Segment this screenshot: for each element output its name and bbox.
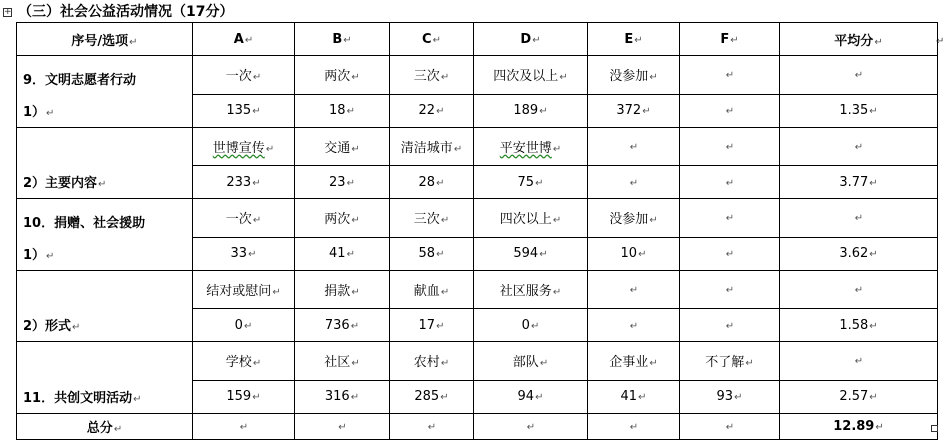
paragraph-mark-icon: ↵ [440,215,450,227]
row-label-bottom [17,309,193,342]
option-cell [295,199,390,238]
option-cell-text: 社区 [324,355,351,371]
paragraph-mark-icon: ↵ [649,215,658,227]
count-cell [680,380,780,413]
option-cell-text: 没参加 [609,212,649,228]
option-cell [295,127,390,166]
header-cell [295,23,390,56]
option-cell-text: 结对或慰问 [206,283,272,299]
count-cell-text: 233 [226,174,252,190]
option-cell [193,270,295,309]
count-cell [390,237,474,270]
count-cell-text: 0 [521,317,530,333]
count-cell-text: 3.62 [839,246,869,261]
paragraph-mark-icon: ↵ [854,70,864,82]
paragraph-mark-icon: ↵ [629,177,639,189]
paragraph-mark-icon: ↵ [725,284,735,296]
option-cell-text: 清洁城市 [400,140,453,156]
paragraph-mark-icon: ↵ [629,284,639,296]
count-cell-text: 316 [324,389,350,404]
row-label-top [17,270,193,309]
count-cell [680,237,780,270]
paragraph-mark-icon: ↵ [745,358,754,370]
option-cell [780,342,938,381]
paragraph-mark-icon: ↵ [634,34,643,46]
paragraph-mark-icon: ↵ [133,393,142,405]
paragraph-mark-icon: ↵ [725,320,735,332]
header-cell [193,23,295,56]
paragraph-mark-icon: ↵ [252,215,262,227]
paragraph-mark-icon: ↵ [629,320,639,332]
count-cell-text: 736 [324,317,350,333]
count-cell [193,309,295,342]
count-cell [390,166,474,199]
header-cell [474,23,588,56]
option-cell [390,199,474,238]
option-cell [680,127,780,166]
paragraph-mark-icon: ↵ [351,72,360,84]
option-cell-text: 不了解 [705,355,745,371]
table-resize-handle-icon[interactable] [931,425,938,432]
paragraph-mark-icon: ↵ [272,286,281,298]
option-cell [588,270,680,309]
total-label [17,413,193,439]
counts-row [17,309,938,342]
paragraph-mark-icon: ↵ [338,421,347,433]
paragraph-mark-icon: ↵ [351,358,360,370]
paragraph-mark-icon: ↵ [252,177,261,189]
option-cell [680,56,780,95]
paragraph-mark-icon: ↵ [629,421,639,433]
option-cell-text: 平安世博 [499,140,552,156]
paragraph-mark-icon: ↵ [869,392,878,403]
row-label-top [17,199,193,238]
paragraph-mark-icon: ↵ [346,177,355,189]
count-cell [588,94,680,127]
row-label-bottom [17,237,193,270]
option-cell-text: 两次 [324,212,351,228]
survey-table [16,22,938,440]
option-cell [474,342,588,381]
count-cell [390,380,474,413]
count-cell [295,166,390,199]
count-cell [780,166,938,199]
option-cell [680,199,780,238]
total-empty-cell [295,413,390,439]
count-cell [193,380,295,413]
option-cell [680,342,780,381]
header-cell [780,23,938,56]
header-row [17,23,938,56]
count-cell-text: 1.58 [839,317,869,333]
count-cell-text: 41 [329,246,346,261]
counts-row [17,237,938,270]
paragraph-mark-icon: ↵ [72,322,81,334]
option-cell [193,342,295,381]
option-cell [295,56,390,95]
paragraph-mark-icon: ↵ [351,143,360,155]
option-cell-text: 四次以上 [499,212,552,228]
header-cell-text: C [422,31,432,47]
row-label-bottom [17,166,193,199]
count-cell [474,380,588,413]
option-cell [588,199,680,238]
option-cell [193,199,295,238]
count-cell [390,94,474,127]
count-cell-text: 18 [329,103,346,118]
table-move-handle-icon[interactable]: + [4,7,12,17]
counts-row [17,380,938,413]
count-cell [588,380,680,413]
option-cell-text: 交通 [324,140,351,156]
paragraph-mark-icon: ↵ [854,141,864,153]
row-label-bottom [17,380,193,413]
paragraph-mark-icon: ↵ [936,36,945,47]
header-cell [390,23,474,56]
header-cell-text: B [332,31,343,47]
option-cell [780,56,938,95]
paragraph-mark-icon: ↵ [530,320,540,332]
paragraph-mark-icon: ↵ [453,143,463,155]
paragraph-mark-icon: ↵ [649,72,658,84]
paragraph-mark-icon: ↵ [243,320,253,332]
count-cell-text: 3.77 [839,174,869,190]
paragraph-mark-icon: ↵ [244,34,254,46]
options-row [17,56,938,95]
count-cell-text: 94 [517,389,535,404]
paragraph-mark-icon: ↵ [46,250,55,262]
paragraph-mark-icon: ↵ [649,358,658,370]
paragraph-mark-icon: ↵ [535,177,544,189]
paragraph-mark-icon: ↵ [346,106,355,117]
count-cell-text: 23 [329,174,346,190]
option-cell [780,270,938,309]
header-cell [680,23,780,56]
row-label-top [17,342,193,381]
count-cell [588,309,680,342]
row-label-top [17,127,193,166]
paragraph-mark-icon: ↵ [725,106,735,117]
counts-row [17,94,938,127]
count-cell [193,166,295,199]
option-cell-text: 一次 [225,212,252,228]
option-cell-text: 企事业 [609,355,649,371]
option-cell-text: 捐款 [324,283,351,299]
option-cell [588,342,680,381]
paragraph-mark-icon: ↵ [252,72,262,84]
paragraph-mark-icon: ↵ [730,34,739,46]
header-cell-text: E [624,31,634,47]
paragraph-mark-icon: ↵ [440,72,450,84]
count-cell [780,237,938,270]
paragraph-mark-icon: ↵ [440,392,449,403]
option-cell [193,56,295,95]
paragraph-mark-icon: ↵ [436,177,445,189]
option-cell-text: 社区服务 [499,283,552,299]
header-cell-text: A [233,31,244,47]
option-cell-text: 学校 [225,355,252,371]
paragraph-mark-icon: ↵ [440,286,450,298]
count-cell [193,237,295,270]
option-cell-text: 两次 [324,69,351,85]
paragraph-mark-icon: ↵ [113,423,123,435]
paragraph-mark-icon: ↵ [552,215,562,227]
option-cell [390,127,474,166]
paragraph-mark-icon: ↵ [869,320,878,332]
paragraph-mark-icon: ↵ [725,213,735,225]
paragraph-mark-icon: ↵ [854,213,864,225]
paragraph-mark-icon: ↵ [552,143,562,155]
total-empty-cell [588,413,680,439]
option-cell-text: 三次 [413,69,440,85]
count-cell [474,237,588,270]
count-cell [193,94,295,127]
option-cell [588,127,680,166]
header-cell [588,23,680,56]
paragraph-mark-icon: ↵ [346,249,355,260]
row-label-text: 9．文明志愿者行动 [23,73,137,88]
paragraph-mark-icon: ↵ [239,421,249,433]
count-cell [295,237,390,270]
total-empty-cell [474,413,588,439]
option-cell-text: 三次 [413,212,440,228]
option-cell-text: 献血 [413,283,440,299]
count-cell [680,309,780,342]
paragraph-mark-icon: ↵ [875,421,884,433]
count-cell [390,309,474,342]
row-label-text: 10．捐赠、社会援助 [23,216,146,231]
count-cell [474,166,588,199]
options-row [17,199,938,238]
paragraph-mark-icon: ↵ [252,106,261,117]
paragraph-mark-icon: ↵ [46,107,55,119]
count-cell-text: 58 [418,246,436,261]
count-cell-text: 22 [418,103,436,118]
option-cell-text: 部队 [512,355,539,371]
paragraph-mark-icon: ↵ [539,358,549,370]
options-row [17,270,938,309]
row-label-bottom [17,94,193,127]
option-cell [295,270,390,309]
paragraph-mark-icon: ↵ [869,106,878,117]
paragraph-mark-icon: ↵ [427,421,437,433]
option-cell-text: 农村 [413,355,440,371]
paragraph-mark-icon: ↵ [532,34,541,46]
row-label-text: 11．共创文明活动 [23,390,133,406]
count-cell [588,237,680,270]
count-cell-text: 10 [620,246,638,261]
paragraph-mark-icon: ↵ [436,320,445,332]
total-label-text: 总分 [86,420,113,436]
total-row [17,413,938,439]
paragraph-mark-icon: ↵ [436,249,445,260]
option-cell [295,342,390,381]
paragraph-mark-icon: ↵ [559,72,568,84]
option-cell [474,199,588,238]
option-cell-text: 世博宣传 [212,140,265,156]
total-value-text: 12.89 [833,418,875,434]
count-cell [295,309,390,342]
paragraph-mark-icon: ↵ [539,249,548,260]
paragraph-mark-icon: ↵ [350,392,360,403]
section-heading: （三）社会公益活动情况（17分） [18,4,234,20]
paragraph-mark-icon: ↵ [265,143,275,155]
row-label-text: 2）形式 [23,319,72,335]
paragraph-mark-icon: ↵ [552,286,562,298]
count-cell [474,309,588,342]
paragraph-mark-icon: ↵ [351,286,360,298]
option-cell [390,342,474,381]
paragraph-mark-icon: ↵ [350,320,360,332]
count-cell-text: 372 [616,103,642,118]
paragraph-mark-icon: ↵ [432,34,441,46]
count-cell [780,380,938,413]
paragraph-mark-icon: ↵ [638,392,647,403]
count-cell-text: 135 [226,103,252,118]
count-cell-text: 41 [620,389,638,404]
count-cell-text: 159 [226,389,252,404]
counts-row [17,166,938,199]
count-cell-text: 2.57 [839,389,869,404]
count-cell-text: 285 [414,389,440,404]
count-cell-text: 594 [513,246,539,261]
count-cell-text: 0 [234,317,243,333]
options-row [17,342,938,381]
total-empty-cell [680,413,780,439]
option-cell-text: 一次 [225,69,252,85]
row-label-text: 1） [23,104,46,120]
option-cell [390,270,474,309]
paragraph-mark-icon: ↵ [725,141,735,153]
header-cell [17,23,193,56]
total-empty-cell [390,413,474,439]
paragraph-mark-icon: ↵ [725,177,735,189]
count-cell [680,94,780,127]
options-row [17,127,938,166]
paragraph-mark-icon: ↵ [874,36,883,48]
paragraph-mark-icon: ↵ [343,34,352,46]
option-cell [680,270,780,309]
count-cell-text: 93 [716,389,734,404]
count-cell [780,309,938,342]
paragraph-mark-icon: ↵ [539,106,548,117]
count-cell [588,166,680,199]
option-cell [474,270,588,309]
paragraph-mark-icon: ↵ [252,392,261,403]
paragraph-mark-icon: ↵ [436,106,445,117]
option-cell [474,127,588,166]
option-cell [780,199,938,238]
count-cell [680,166,780,199]
count-cell-text: 75 [517,174,535,190]
paragraph-mark-icon: ↵ [535,392,544,403]
row-label-text: 1） [23,247,46,263]
paragraph-mark-icon: ↵ [98,179,107,191]
option-cell [780,127,938,166]
paragraph-mark-icon: ↵ [642,106,651,117]
paragraph-mark-icon: ↵ [734,392,743,403]
count-cell [295,380,390,413]
count-cell-text: 33 [230,246,248,261]
option-cell [474,56,588,95]
count-cell [295,94,390,127]
paragraph-mark-icon: ↵ [854,356,864,368]
paragraph-mark-icon: ↵ [638,249,647,260]
header-cell-text: D [520,31,532,47]
paragraph-mark-icon: ↵ [526,421,536,433]
paragraph-mark-icon: ↵ [248,249,257,260]
option-cell [390,56,474,95]
paragraph-mark-icon: ↵ [869,249,878,260]
row-label-top [17,56,193,95]
count-cell [474,94,588,127]
count-cell [780,94,938,127]
option-cell [588,56,680,95]
header-cell-text: F [720,31,730,47]
paragraph-mark-icon: ↵ [351,215,360,227]
header-cell-text: 平均分 [834,33,874,49]
paragraph-mark-icon: ↵ [725,421,735,433]
total-value [780,413,938,439]
paragraph-mark-icon: ↵ [725,249,735,260]
count-cell-text: 1.35 [839,103,869,118]
count-cell-text: 28 [418,174,436,190]
paragraph-mark-icon: ↵ [725,70,735,82]
row-label-text: 2）主要内容 [23,176,98,192]
paragraph-mark-icon: ↵ [129,36,138,48]
paragraph-mark-icon: ↵ [629,141,639,153]
option-cell-text: 四次及以上 [493,69,559,85]
header-cell-text: 序号/选项 [71,33,129,49]
paragraph-mark-icon: ↵ [440,358,450,370]
option-cell [193,127,295,166]
paragraph-mark-icon: ↵ [869,177,878,189]
count-cell-text: 189 [513,103,539,118]
paragraph-mark-icon: ↵ [252,358,262,370]
count-cell-text: 17 [418,317,436,333]
paragraph-mark-icon: ↵ [854,284,864,296]
total-empty-cell [193,413,295,439]
option-cell-text: 没参加 [609,69,649,85]
